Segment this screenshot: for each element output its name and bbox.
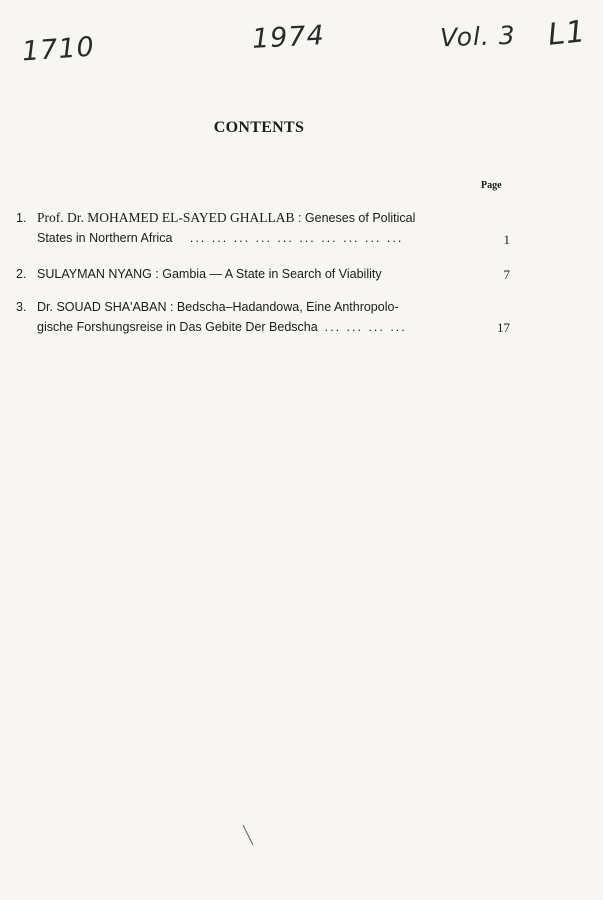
entry-title-continued: gische Forshungsreise in Das Gebite Der Bedscha <box>37 320 318 334</box>
entry-author: SULAYMAN NYANG <box>37 267 152 281</box>
leader-dots: ... ... ... ... ... ... ... ... ... ... <box>189 231 404 245</box>
toc-entry[interactable] <box>16 208 510 250</box>
leader-dots: ... ... ... ... <box>324 320 407 334</box>
entry-title-line <box>37 297 399 317</box>
handwritten-note-volume: Vol. 3 <box>439 20 517 53</box>
entry-title: : Bedscha–Hadandowa, Eine Anthropolo- <box>166 300 399 314</box>
handwritten-note-code: L1 <box>546 14 588 53</box>
page-column-label: Page <box>481 180 502 191</box>
entry-number: 2. <box>16 267 27 281</box>
entry-title-line <box>37 317 407 337</box>
entry-number: 3. <box>16 300 27 314</box>
entry-title: : Gambia — A State in Search of Viability <box>151 267 382 281</box>
entry-title-line <box>37 264 382 284</box>
handwritten-note-accession: 1710 <box>21 31 96 68</box>
entry-number: 1. <box>16 211 27 225</box>
pen-stroke-mark <box>242 824 254 846</box>
entry-title-line <box>37 228 403 248</box>
handwritten-note-year: 1974 <box>251 20 326 55</box>
entry-title-line <box>37 208 415 228</box>
toc-entry[interactable] <box>16 264 510 286</box>
entry-title-continued: States in Northern Africa <box>37 231 173 245</box>
toc-entry[interactable] <box>16 297 510 339</box>
entry-page-number: 1 <box>503 232 510 247</box>
entry-author: Dr. SOUAD SHA'ABAN <box>37 300 167 314</box>
contents-heading: CONTENTS <box>213 119 305 136</box>
entry-author: Prof. Dr. MOHAMED EL-SAYED GHALLAB <box>37 210 295 225</box>
entry-title: : Geneses of Political <box>294 211 416 225</box>
entry-page-number: 17 <box>497 320 510 335</box>
entry-page-number: 7 <box>503 267 510 282</box>
